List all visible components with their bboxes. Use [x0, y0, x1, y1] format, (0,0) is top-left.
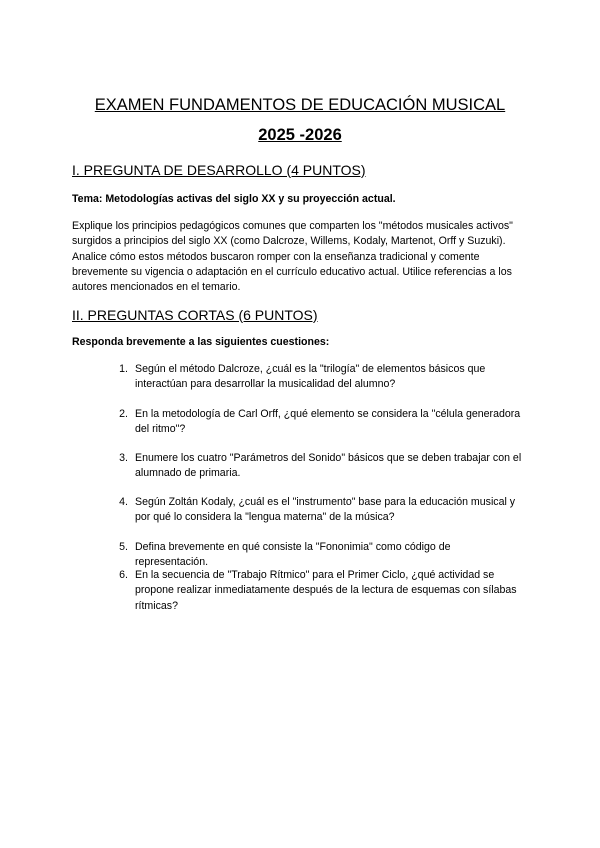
question-number: 6.	[119, 569, 128, 581]
section2-heading: II. PREGUNTAS CORTAS (6 PUNTOS)	[72, 307, 318, 323]
question-number: 3.	[119, 452, 128, 464]
question-text: Defina brevemente en qué consiste la "Fononimia" como código de representación.	[135, 541, 451, 569]
question-text: Según el método Dalcroze, ¿cuál es la "trilogía" de elementos básicos que interactúan para desarrollar la musicalidad del alumno?	[135, 363, 486, 391]
question-text: En la metodología de Carl Orff, ¿qué elemento se considera la "célula generadora del ritmo"?	[135, 408, 521, 436]
section1-paragraph: Explique los principios pedagógicos comunes que comparten los "métodos musicales activos" surgidos a principios del siglo XX (como Dalcroze, Willems, Kodaly, Martenot, Orff y Suzuki). Analice cómo estos métodos buscaron romper con la enseñanza tradicional y comente brevemente su vigencia o adaptación en el currículo educativo actual. Utilice referencias a los autores mencionados en el temario.	[72, 220, 513, 294]
question-number: 4.	[119, 496, 128, 508]
question-text: Según Zoltán Kodaly, ¿cuál es el "instrumento" base para la educación musical y por qué lo considera la "lengua materna" de la música?	[135, 496, 516, 524]
question-text: Enumere los cuatro "Parámetros del Sonido" básicos que se deben trabajar con el alumnado de primaria.	[135, 452, 522, 480]
question-number: 2.	[119, 408, 128, 420]
section2-instruction: Responda brevemente a las siguientes cuestiones:	[72, 336, 330, 348]
section1-topic: Tema: Metodologías activas del siglo XX y su proyección actual.	[72, 193, 396, 205]
question-text: En la secuencia de "Trabajo Rítmico" para el Primer Ciclo, ¿qué actividad se propone realizar inmediatamente después de la lectura de esquemas con sílabas rítmicas?	[135, 569, 517, 612]
question-number: 1.	[119, 363, 128, 375]
question-number: 5.	[119, 541, 128, 553]
section1-heading: I. PREGUNTA DE DESARROLLO (4 PUNTOS)	[72, 162, 366, 178]
exam-year: 2025 -2026	[258, 126, 342, 144]
exam-title: EXAMEN FUNDAMENTOS DE EDUCACIÓN MUSICAL	[94, 96, 506, 114]
